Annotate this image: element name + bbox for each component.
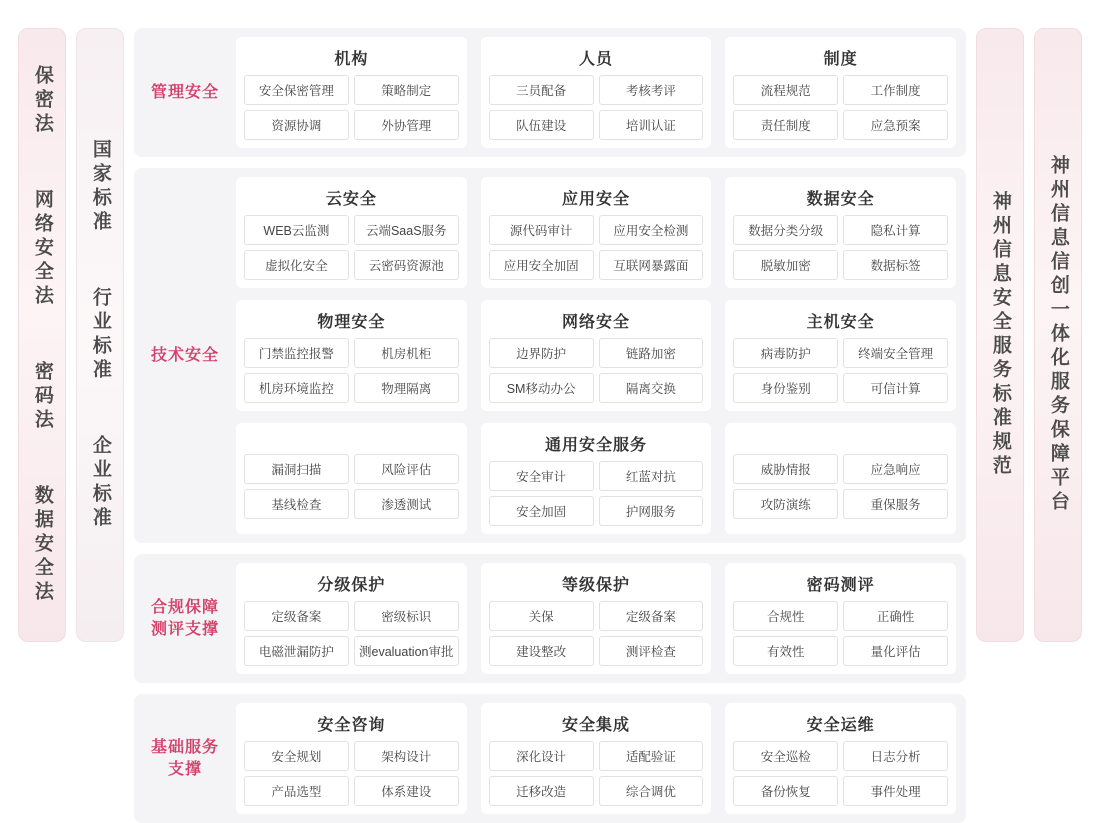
band-row xyxy=(236,37,956,148)
capability-cell[interactable]: 定级备案 xyxy=(599,601,704,631)
capability-cell[interactable]: 培训认证 xyxy=(599,110,704,140)
center-column xyxy=(134,28,966,799)
group-cells xyxy=(733,454,948,519)
capability-cell[interactable]: 备份恢复 xyxy=(733,776,838,806)
group-card xyxy=(236,423,467,534)
group-cells xyxy=(244,741,459,806)
band-row xyxy=(236,423,956,534)
capability-cell[interactable]: 云密码资源池 xyxy=(354,250,459,280)
group-card xyxy=(236,300,467,411)
band-body xyxy=(236,177,956,534)
capability-cell[interactable]: 密级标识 xyxy=(354,601,459,631)
capability-cell[interactable]: 应急预案 xyxy=(843,110,948,140)
band-body xyxy=(236,703,956,814)
group-title: 制度 xyxy=(823,51,858,68)
group-card xyxy=(725,703,956,814)
capability-cell[interactable]: 护网服务 xyxy=(599,496,704,526)
group-card xyxy=(481,703,712,814)
group-cells xyxy=(244,454,459,519)
group-cells xyxy=(489,741,704,806)
group-cells xyxy=(733,338,948,403)
capability-cell[interactable]: 渗透测试 xyxy=(354,489,459,519)
group-title: 网络安全 xyxy=(562,314,631,331)
capability-cell[interactable]: 量化评估 xyxy=(843,636,948,666)
capability-cell[interactable]: WEB云监测 xyxy=(244,215,349,245)
capability-cell[interactable]: 机房机柜 xyxy=(354,338,459,368)
capability-cell[interactable]: 事件处理 xyxy=(843,776,948,806)
capability-cell[interactable]: 源代码审计 xyxy=(489,215,594,245)
pillar-standards-label: 国家标准 行业标准 企业标准 xyxy=(89,139,111,531)
capability-cell[interactable]: 考核考评 xyxy=(599,75,704,105)
band-label: 基础服务 支撑 xyxy=(150,738,219,778)
capability-cell[interactable]: 威胁情报 xyxy=(733,454,838,484)
group-card xyxy=(725,177,956,288)
capability-cell[interactable]: 策略制定 xyxy=(354,75,459,105)
band-label: 管理安全 xyxy=(150,83,219,101)
capability-cell[interactable]: 工作制度 xyxy=(843,75,948,105)
capability-cell[interactable]: 正确性 xyxy=(843,601,948,631)
capability-cell[interactable]: 攻防演练 xyxy=(733,489,838,519)
capability-cell[interactable]: 适配验证 xyxy=(599,741,704,771)
capability-cell[interactable]: 边界防护 xyxy=(489,338,594,368)
group-title: 分级保护 xyxy=(317,577,386,594)
band-body xyxy=(236,37,956,148)
band-row xyxy=(236,177,956,288)
capability-cell[interactable]: 可信计算 xyxy=(843,373,948,403)
band xyxy=(134,554,966,683)
capability-cell[interactable]: 应用安全检测 xyxy=(599,215,704,245)
capability-cell[interactable]: 架构设计 xyxy=(354,741,459,771)
group-card xyxy=(481,37,712,148)
group-card xyxy=(236,37,467,148)
capability-cell[interactable]: 体系建设 xyxy=(354,776,459,806)
capability-cell[interactable]: 电磁泄漏防护 xyxy=(244,636,349,666)
capability-cell[interactable]: 责任制度 xyxy=(733,110,838,140)
group-card xyxy=(725,37,956,148)
group-cells xyxy=(489,461,704,526)
capability-cell[interactable]: 流程规范 xyxy=(733,75,838,105)
band-label: 技术安全 xyxy=(150,346,219,364)
capability-cell[interactable]: 机房环境监控 xyxy=(244,373,349,403)
band-body xyxy=(236,563,956,674)
group-title: 安全咨询 xyxy=(317,717,386,734)
capability-cell[interactable]: 重保服务 xyxy=(843,489,948,519)
capability-cell[interactable]: 测评检查 xyxy=(599,636,704,666)
group-title: 机构 xyxy=(334,51,369,68)
capability-cell[interactable]: 链路加密 xyxy=(599,338,704,368)
capability-cell[interactable]: 队伍建设 xyxy=(489,110,594,140)
capability-cell[interactable]: 脱敏加密 xyxy=(733,250,838,280)
capability-cell[interactable]: 应用安全加固 xyxy=(489,250,594,280)
band-row xyxy=(236,563,956,674)
group-title: 应用安全 xyxy=(562,191,631,208)
band-label: 合规保障 测评支撑 xyxy=(150,598,219,638)
group-cells xyxy=(244,601,459,666)
group-card xyxy=(725,423,956,534)
group-card xyxy=(481,300,712,411)
group-cells xyxy=(244,215,459,280)
capability-cell[interactable]: 外协管理 xyxy=(354,110,459,140)
pillar-platform-label: 神州信息信创一体化服务保障平台 xyxy=(1047,155,1069,515)
capability-cell[interactable]: 数据分类分级 xyxy=(733,215,838,245)
capability-cell[interactable]: 安全保密管理 xyxy=(244,75,349,105)
group-title xyxy=(244,429,459,454)
pillar-standards xyxy=(76,28,124,642)
capability-cell[interactable]: 病毒防护 xyxy=(733,338,838,368)
capability-cell[interactable]: 应急响应 xyxy=(843,454,948,484)
capability-cell[interactable]: 隐私计算 xyxy=(843,215,948,245)
group-title: 安全运维 xyxy=(806,717,875,734)
group-card xyxy=(236,703,467,814)
band xyxy=(134,28,966,157)
band-row xyxy=(236,703,956,814)
group-card xyxy=(725,563,956,674)
group-cells xyxy=(733,741,948,806)
group-cells xyxy=(244,338,459,403)
capability-cell[interactable]: 有效性 xyxy=(733,636,838,666)
band xyxy=(134,168,966,543)
capability-cell[interactable]: 安全加固 xyxy=(489,496,594,526)
capability-cell[interactable]: 安全巡检 xyxy=(733,741,838,771)
capability-cell[interactable]: 漏洞扫描 xyxy=(244,454,349,484)
group-cells xyxy=(489,215,704,280)
group-title: 密码测评 xyxy=(806,577,875,594)
group-card xyxy=(236,177,467,288)
group-title: 数据安全 xyxy=(806,191,875,208)
pillar-service-spec-label: 神州信息安全服务标准规范 xyxy=(989,191,1011,479)
group-cells xyxy=(733,601,948,666)
capability-cell[interactable]: 互联网暴露面 xyxy=(599,250,704,280)
capability-cell[interactable]: 关保 xyxy=(489,601,594,631)
group-title: 安全集成 xyxy=(562,717,631,734)
capability-cell[interactable]: 风险评估 xyxy=(354,454,459,484)
group-card xyxy=(481,563,712,674)
capability-cell[interactable]: 资源协调 xyxy=(244,110,349,140)
group-card xyxy=(481,423,712,534)
capability-cell[interactable]: 物理隔离 xyxy=(354,373,459,403)
group-title: 物理安全 xyxy=(317,314,386,331)
group-title: 人员 xyxy=(579,51,614,68)
group-cells xyxy=(489,75,704,140)
group-card xyxy=(725,300,956,411)
capability-cell[interactable]: 虚拟化安全 xyxy=(244,250,349,280)
group-title xyxy=(733,429,948,454)
group-cells xyxy=(733,75,948,140)
capability-cell[interactable]: 迁移改造 xyxy=(489,776,594,806)
capability-cell[interactable]: 三员配备 xyxy=(489,75,594,105)
group-title: 通用安全服务 xyxy=(545,437,648,454)
group-title: 主机安全 xyxy=(806,314,875,331)
capability-cell[interactable]: 数据标签 xyxy=(843,250,948,280)
group-title: 等级保护 xyxy=(562,577,631,594)
capability-cell[interactable]: 产品选型 xyxy=(244,776,349,806)
capability-cell[interactable]: 深化设计 xyxy=(489,741,594,771)
capability-cell[interactable]: 日志分析 xyxy=(843,741,948,771)
pillar-platform xyxy=(1034,28,1082,642)
capability-cell[interactable]: 隔离交换 xyxy=(599,373,704,403)
group-card xyxy=(236,563,467,674)
capability-cell[interactable]: 合规性 xyxy=(733,601,838,631)
capability-cell[interactable]: 门禁监控报警 xyxy=(244,338,349,368)
capability-cell[interactable]: 安全审计 xyxy=(489,461,594,491)
pillar-laws-label: 保密法 网络安全法 密码法 数据安全法 xyxy=(31,65,53,605)
capability-cell[interactable]: 综合调优 xyxy=(599,776,704,806)
band xyxy=(134,694,966,823)
capability-cell[interactable]: SM移动办公 xyxy=(489,373,594,403)
capability-cell[interactable]: 定级备案 xyxy=(244,601,349,631)
capability-cell[interactable]: 测evaluation审批 xyxy=(354,636,459,666)
group-cells xyxy=(489,338,704,403)
capability-cell[interactable]: 红蓝对抗 xyxy=(599,461,704,491)
capability-cell[interactable]: 安全规划 xyxy=(244,741,349,771)
group-card xyxy=(481,177,712,288)
group-cells xyxy=(244,75,459,140)
group-cells xyxy=(489,601,704,666)
band-row xyxy=(236,300,956,411)
capability-cell[interactable]: 基线检查 xyxy=(244,489,349,519)
group-title: 云安全 xyxy=(325,191,377,208)
pillar-laws xyxy=(18,28,66,642)
capability-cell[interactable]: 建设整改 xyxy=(489,636,594,666)
pillar-service-spec xyxy=(976,28,1024,642)
capability-cell[interactable]: 云端SaaS服务 xyxy=(354,215,459,245)
capability-cell[interactable]: 身份鉴别 xyxy=(733,373,838,403)
group-cells xyxy=(733,215,948,280)
capability-cell[interactable]: 终端安全管理 xyxy=(843,338,948,368)
